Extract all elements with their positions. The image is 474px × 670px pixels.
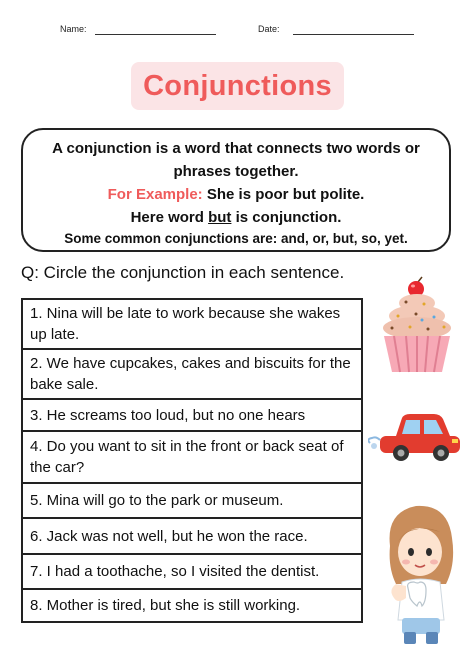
- example-text: She is poor but polite.: [206, 186, 365, 203]
- sentence-box-8[interactable]: [21, 588, 363, 623]
- question-heading: Q: Circle the conjunction in each sentence.: [21, 263, 345, 282]
- sentence-text: 1. Nina will be late to work because she wakes up late.: [30, 305, 341, 343]
- definition-line-4: [23, 209, 449, 227]
- title-banner: [131, 62, 344, 110]
- sentence-text: 4. Do you want to sit in the front or back seat of the car?: [30, 438, 344, 476]
- sentence-box-3[interactable]: [21, 398, 363, 432]
- car-icon: [368, 406, 464, 464]
- sentence-text: 8. Mother is tired, but she is still working.: [30, 597, 301, 614]
- definition-line-4-pre: Here word: [130, 209, 204, 226]
- sentence-text: 3. He screams too loud, but no one hears: [30, 406, 306, 424]
- definition-highlight-word: but: [208, 209, 232, 226]
- name-field[interactable]: [95, 34, 216, 35]
- definition-line-5: Some common conjunctions are: and, or, but, so, yet.: [64, 231, 408, 246]
- definition-line-4-post: is conjunction.: [235, 209, 342, 226]
- example-label: For Example:: [107, 186, 203, 203]
- sentence-box-5[interactable]: [21, 482, 363, 519]
- sentence-box-4[interactable]: [21, 430, 363, 484]
- sentence-box-6[interactable]: [21, 517, 363, 555]
- definition-line-2: phrases together.: [173, 163, 299, 180]
- definition-box: [21, 128, 451, 252]
- sentence-text: 2. We have cupcakes, cakes and biscuits for the bake sale.: [30, 355, 351, 393]
- girl-with-tooth-icon: [384, 502, 456, 648]
- sentence-text: 6. Jack was not well, but he won the race.: [30, 527, 308, 545]
- sentence-box-7[interactable]: [21, 553, 363, 590]
- sentence-box-1[interactable]: [21, 298, 363, 350]
- name-label: Name:: [60, 24, 87, 34]
- date-label: Date:: [258, 24, 280, 34]
- example-line: [23, 186, 449, 204]
- page-title: Conjunctions: [143, 69, 332, 102]
- sentence-text: 5. Mina will go to the park or museum.: [30, 492, 284, 509]
- sentence-box-2[interactable]: [21, 348, 363, 400]
- sentence-text: 7. I had a toothache, so I visited the dentist.: [30, 563, 320, 580]
- cupcake-icon: [378, 276, 456, 376]
- date-field[interactable]: [293, 34, 414, 35]
- definition-line-1: A conjunction is a word that connects two words or: [52, 140, 420, 157]
